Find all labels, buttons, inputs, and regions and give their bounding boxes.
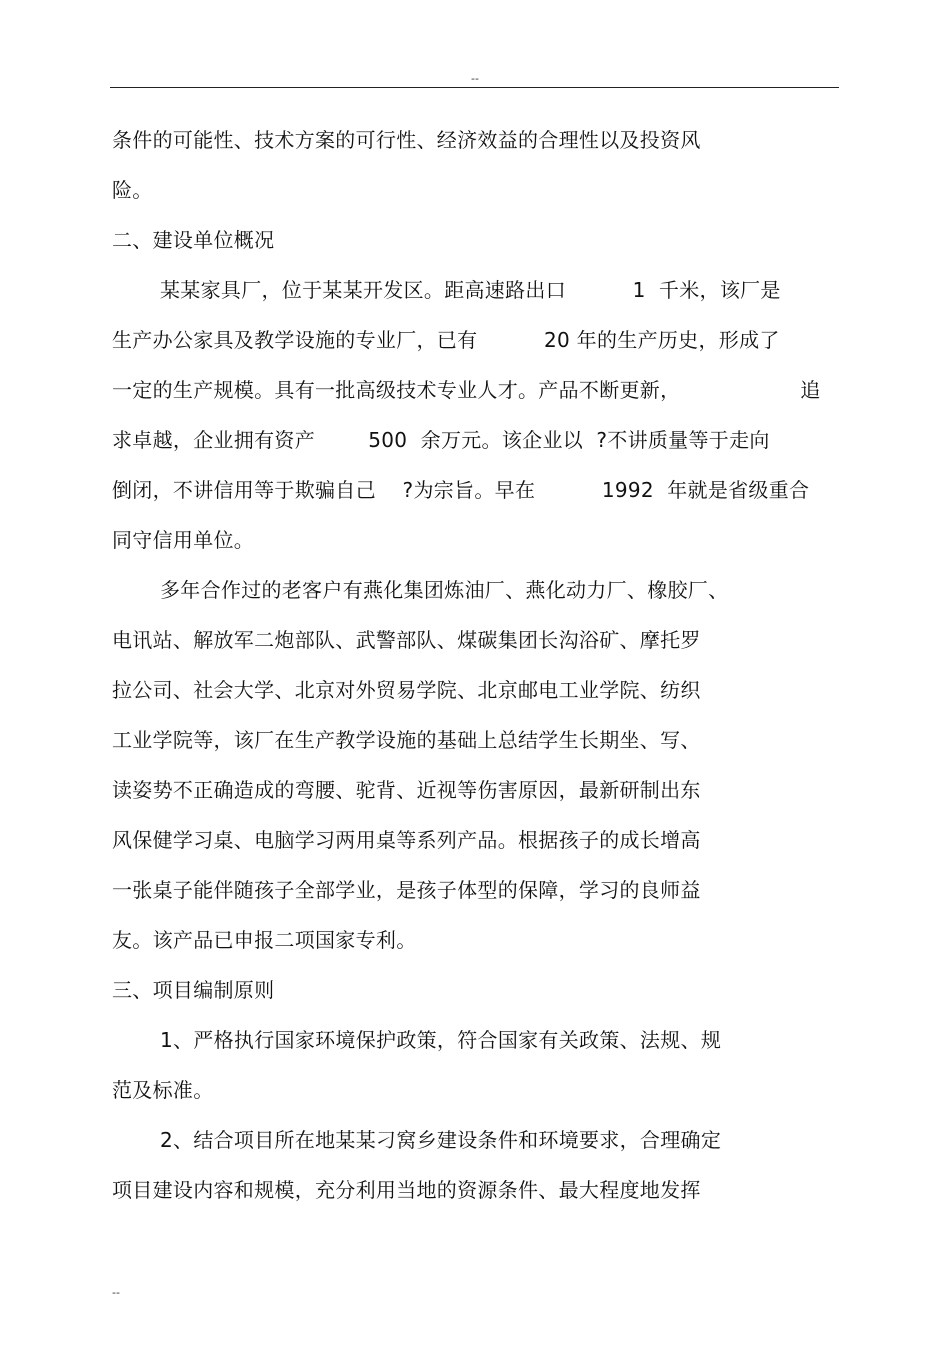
- text-line: 条件的可能性、技术方案的可行性、经济效益的合理性以及投资风: [112, 128, 701, 152]
- header-rule: [110, 87, 839, 88]
- text-line: 范及标准。: [112, 1078, 214, 1102]
- text-line: 项目建设内容和规模，充分利用当地的资源条件、最大程度地发挥: [112, 1178, 701, 1202]
- text-line: 多年合作过的老客户有燕化集团炼油厂、燕化动力厂、橡胶厂、: [160, 578, 729, 602]
- text-line: 风保健学习桌、电脑学习两用桌等系列产品。根据孩子的成长增高: [112, 828, 701, 852]
- header-mark: --: [471, 72, 479, 85]
- text-line: 生产办公家具及教学设施的专业厂，已有 20 年的生产历史，形成了: [112, 328, 780, 352]
- text-line: 工业学院等，该厂在生产教学设施的基础上总结学生长期坐、写、: [112, 728, 701, 752]
- text-line: 一定的生产规模。具有一批高级技术专业人才。产品不断更新， 追: [112, 378, 821, 402]
- text-line: 同守信用单位。: [112, 528, 255, 552]
- section-heading: 二、建设单位概况: [112, 228, 275, 252]
- text-line: 1、严格执行国家环境保护政策，符合国家有关政策、法规、规: [160, 1028, 722, 1052]
- text-line: 友。该产品已申报二项国家专利。: [112, 928, 417, 952]
- footer-mark: --: [112, 1286, 120, 1299]
- text-line: 电讯站、解放军二炮部队、武警部队、煤碳集团长沟浴矿、摩托罗: [112, 628, 701, 652]
- text-line: 2、结合项目所在地某某刁窝乡建设条件和环境要求，合理确定: [160, 1128, 722, 1152]
- text-line: 拉公司、社会大学、北京对外贸易学院、北京邮电工业学院、纺织: [112, 678, 701, 702]
- text-line: 求卓越，企业拥有资产 500 余万元。该企业以 ?不讲质量等于走向: [112, 428, 770, 452]
- text-line: 一张桌子能伴随孩子全部学业，是孩子体型的保障，学习的良师益: [112, 878, 701, 902]
- text-line: 某某家具厂，位于某某开发区。距高速路出口 1 千米，该厂是: [160, 278, 781, 302]
- text-line: 倒闭，不讲信用等于欺骗自己 ?为宗旨。早在 1992 年就是省级重合: [112, 478, 810, 502]
- section-heading: 三、项目编制原则: [112, 978, 275, 1002]
- text-line: 险。: [112, 178, 153, 202]
- text-line: 读姿势不正确造成的弯腰、驼背、近视等伤害原因，最新研制出东: [112, 778, 701, 802]
